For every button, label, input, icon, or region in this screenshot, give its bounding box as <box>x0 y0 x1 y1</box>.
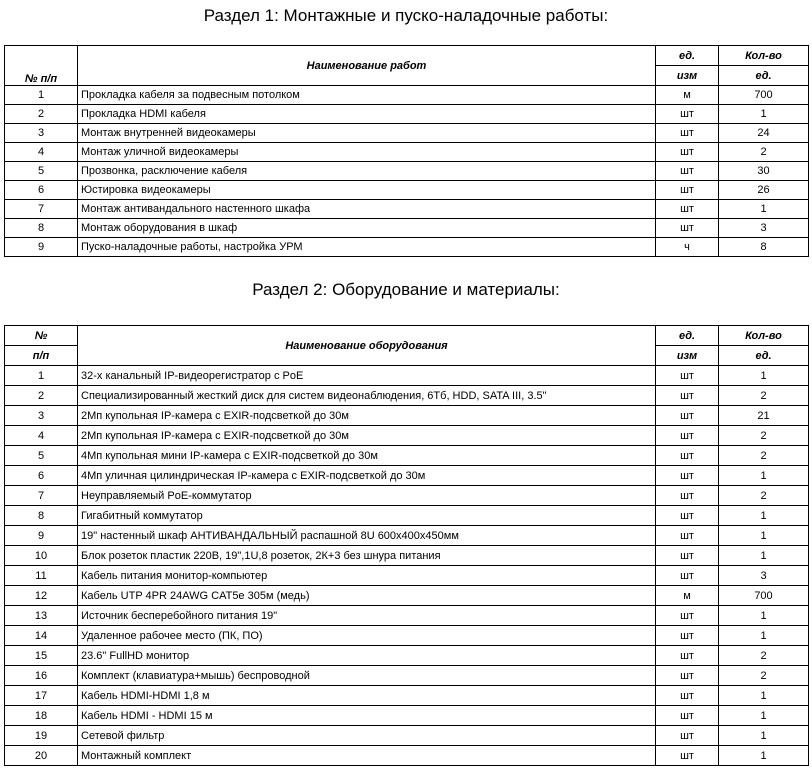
row-unit-cell[interactable]: шт <box>656 181 719 200</box>
row-unit-cell[interactable]: шт <box>656 666 719 686</box>
row-unit-cell[interactable]: шт <box>656 386 719 406</box>
row-qty-cell[interactable]: 1 <box>719 626 809 646</box>
works-table-row <box>5 162 809 181</box>
equipment-table-row <box>5 626 809 646</box>
row-unit-cell[interactable]: шт <box>656 706 719 726</box>
row-name-cell[interactable]: 4Мп купольная мини IP-камера с EXIR-подсветкой до 30м <box>78 446 656 466</box>
equipment-table-row <box>5 686 809 706</box>
works-table-row <box>5 200 809 219</box>
works-table-body <box>5 86 809 257</box>
row-unit-cell[interactable]: шт <box>656 105 719 124</box>
row-number-cell[interactable]: 12 <box>5 586 78 606</box>
equipment-header-unit-top[interactable]: ед. <box>656 326 719 346</box>
row-unit-cell[interactable]: шт <box>656 366 719 386</box>
row-number-cell[interactable]: 14 <box>5 626 78 646</box>
row-qty-cell[interactable]: 1 <box>719 506 809 526</box>
row-qty-cell[interactable]: 2 <box>719 446 809 466</box>
row-qty-cell[interactable]: 1 <box>719 105 809 124</box>
equipment-table-row <box>5 386 809 406</box>
works-table-row <box>5 238 809 257</box>
row-name-cell[interactable]: Сетевой фильтр <box>78 726 656 746</box>
row-unit-cell[interactable]: шт <box>656 162 719 181</box>
equipment-table-body <box>5 366 809 766</box>
equipment-table-row <box>5 366 809 386</box>
row-unit-cell[interactable]: шт <box>656 606 719 626</box>
row-unit-cell[interactable]: шт <box>656 124 719 143</box>
row-number-cell[interactable]: 2 <box>5 386 78 406</box>
row-name-cell[interactable]: Прозвонка, расключение кабеля <box>78 162 656 181</box>
row-name-cell[interactable]: 2Мп купольная IP-камера с EXIR-подсветкой до 30м <box>78 426 656 446</box>
row-name-cell[interactable]: Прокладка кабеля за подвесным потолком <box>78 86 656 105</box>
row-qty-cell[interactable]: 30 <box>719 162 809 181</box>
row-number-cell[interactable]: 6 <box>5 181 78 200</box>
row-qty-cell[interactable]: 3 <box>719 219 809 238</box>
equipment-table-row <box>5 606 809 626</box>
row-unit-cell[interactable]: шт <box>656 219 719 238</box>
row-qty-cell[interactable]: 1 <box>719 606 809 626</box>
equipment-table-row <box>5 406 809 426</box>
works-table-row <box>5 105 809 124</box>
row-qty-cell[interactable]: 2 <box>719 486 809 506</box>
works-table-row <box>5 86 809 105</box>
equipment-header-num-bottom[interactable]: п/п <box>5 346 78 366</box>
row-number-cell[interactable]: 20 <box>5 746 78 766</box>
row-name-cell[interactable]: Монтаж антивандального настенного шкафа <box>78 200 656 219</box>
row-qty-cell[interactable]: 21 <box>719 406 809 426</box>
row-number-cell[interactable]: 16 <box>5 666 78 686</box>
row-unit-cell[interactable]: шт <box>656 506 719 526</box>
section2-title: Раздел 2: Оборудование и материалы: <box>252 280 560 299</box>
works-table-header-row <box>5 46 809 66</box>
row-number-cell[interactable]: 3 <box>5 124 78 143</box>
works-header-unit-bottom[interactable]: изм <box>656 66 719 86</box>
row-qty-cell[interactable]: 3 <box>719 566 809 586</box>
row-unit-cell[interactable]: м <box>656 86 719 105</box>
row-qty-cell[interactable]: 700 <box>719 586 809 606</box>
works-table-row <box>5 124 809 143</box>
equipment-header-qty-top[interactable]: Кол-во <box>719 326 809 346</box>
row-unit-cell[interactable]: шт <box>656 526 719 546</box>
row-number-cell[interactable]: 9 <box>5 238 78 257</box>
row-qty-cell[interactable]: 26 <box>719 181 809 200</box>
equipment-table-row <box>5 646 809 666</box>
equipment-table-row <box>5 486 809 506</box>
equipment-table-row <box>5 746 809 766</box>
row-qty-cell[interactable]: 1 <box>719 466 809 486</box>
row-qty-cell[interactable]: 1 <box>719 706 809 726</box>
row-unit-cell[interactable]: шт <box>656 406 719 426</box>
row-qty-cell[interactable]: 8 <box>719 238 809 257</box>
row-number-cell[interactable]: 4 <box>5 143 78 162</box>
works-table <box>4 45 809 257</box>
row-unit-cell[interactable]: ч <box>656 238 719 257</box>
row-number-cell[interactable]: 15 <box>5 646 78 666</box>
row-qty-cell[interactable]: 1 <box>719 746 809 766</box>
works-header-num[interactable]: № п/п <box>5 46 78 86</box>
row-name-cell[interactable]: Источник бесперебойного питания 19" <box>78 606 656 626</box>
row-unit-cell[interactable]: шт <box>656 426 719 446</box>
works-header-qty-top[interactable]: Кол-во <box>719 46 809 66</box>
works-header-name[interactable]: Наименование работ <box>78 46 656 86</box>
row-number-cell[interactable]: 10 <box>5 546 78 566</box>
equipment-table-row <box>5 726 809 746</box>
row-unit-cell[interactable]: шт <box>656 466 719 486</box>
row-number-cell[interactable]: 2 <box>5 105 78 124</box>
row-number-cell[interactable]: 1 <box>5 366 78 386</box>
row-number-cell[interactable]: 9 <box>5 526 78 546</box>
row-name-cell[interactable]: 2Мп купольная IP-камера с EXIR-подсветкой до 30м <box>78 406 656 426</box>
row-qty-cell[interactable]: 2 <box>719 426 809 446</box>
row-qty-cell[interactable]: 2 <box>719 143 809 162</box>
row-name-cell[interactable]: Монтажный комплект <box>78 746 656 766</box>
row-qty-cell[interactable]: 1 <box>719 366 809 386</box>
row-name-cell[interactable]: 4Мп уличная цилиндрическая IP-камера с EXIR-подсветкой до 30м <box>78 466 656 486</box>
row-number-cell[interactable]: 8 <box>5 219 78 238</box>
row-name-cell[interactable]: Кабель питания монитор-компьютер <box>78 566 656 586</box>
equipment-table-row <box>5 466 809 486</box>
row-name-cell[interactable]: Специализированный жесткий диск для систем видеонаблюдения, 6Тб, HDD, SATA III, 3.5" <box>78 386 656 406</box>
row-name-cell[interactable]: Удаленное рабочее место (ПК, ПО) <box>78 626 656 646</box>
row-number-cell[interactable]: 11 <box>5 566 78 586</box>
row-unit-cell[interactable]: м <box>656 586 719 606</box>
equipment-table <box>4 325 809 766</box>
row-qty-cell[interactable]: 1 <box>719 200 809 219</box>
row-name-cell[interactable]: Монтаж уличной видеокамеры <box>78 143 656 162</box>
section1-title: Раздел 1: Монтажные и пуско-наладочные работы: <box>203 6 609 25</box>
row-number-cell[interactable]: 18 <box>5 706 78 726</box>
equipment-table-row <box>5 506 809 526</box>
works-header-qty-bottom[interactable]: ед. <box>719 66 809 86</box>
row-name-cell[interactable]: Неуправляемый PoE-коммутатор <box>78 486 656 506</box>
row-unit-cell[interactable]: шт <box>656 686 719 706</box>
row-number-cell[interactable]: 7 <box>5 486 78 506</box>
equipment-table-row <box>5 586 809 606</box>
equipment-table-header-row <box>5 326 809 346</box>
row-name-cell[interactable]: Пуско-наладочные работы, настройка УРМ <box>78 238 656 257</box>
equipment-table-row <box>5 426 809 446</box>
works-table-row <box>5 219 809 238</box>
row-number-cell[interactable]: 6 <box>5 466 78 486</box>
row-number-cell[interactable]: 1 <box>5 86 78 105</box>
row-name-cell[interactable]: 32-х канальный IP-видеорегистратор с PoE <box>78 366 656 386</box>
row-number-cell[interactable]: 8 <box>5 506 78 526</box>
row-number-cell[interactable]: 7 <box>5 200 78 219</box>
row-number-cell[interactable]: 5 <box>5 162 78 181</box>
row-name-cell[interactable]: Кабель HDMI - HDMI 15 м <box>78 706 656 726</box>
equipment-table-row <box>5 526 809 546</box>
row-unit-cell[interactable]: шт <box>656 200 719 219</box>
row-number-cell[interactable]: 19 <box>5 726 78 746</box>
row-number-cell[interactable]: 17 <box>5 686 78 706</box>
row-number-cell[interactable]: 3 <box>5 406 78 426</box>
row-name-cell[interactable]: Комплект (клавиатура+мышь) беспроводной <box>78 666 656 686</box>
row-qty-cell[interactable]: 1 <box>719 526 809 546</box>
row-unit-cell[interactable]: шт <box>656 143 719 162</box>
row-number-cell[interactable]: 13 <box>5 606 78 626</box>
row-unit-cell[interactable]: шт <box>656 726 719 746</box>
equipment-header-name[interactable]: Наименование оборудования <box>78 326 656 366</box>
row-name-cell[interactable]: Прокладка HDMI кабеля <box>78 105 656 124</box>
row-unit-cell[interactable]: шт <box>656 486 719 506</box>
row-qty-cell[interactable]: 2 <box>719 666 809 686</box>
row-name-cell[interactable]: Кабель HDMI-HDMI 1,8 м <box>78 686 656 706</box>
row-number-cell[interactable]: 5 <box>5 446 78 466</box>
row-name-cell[interactable]: Блок розеток пластик 220В, 19",1U,8 розеток, 2К+3 без шнура питания <box>78 546 656 566</box>
equipment-table-row <box>5 566 809 586</box>
row-unit-cell[interactable]: шт <box>656 546 719 566</box>
row-unit-cell[interactable]: шт <box>656 746 719 766</box>
row-unit-cell[interactable]: шт <box>656 626 719 646</box>
equipment-header-num-top[interactable]: № <box>5 326 78 346</box>
row-name-cell[interactable]: Монтаж внутренней видеокамеры <box>78 124 656 143</box>
row-qty-cell[interactable]: 1 <box>719 686 809 706</box>
equipment-table-row <box>5 666 809 686</box>
row-unit-cell[interactable]: шт <box>656 446 719 466</box>
equipment-table-row <box>5 446 809 466</box>
row-qty-cell[interactable]: 1 <box>719 726 809 746</box>
row-qty-cell[interactable]: 24 <box>719 124 809 143</box>
row-qty-cell[interactable]: 700 <box>719 86 809 105</box>
row-name-cell[interactable]: Кабель UTP 4PR 24AWG CAT5e 305м (медь) <box>78 586 656 606</box>
row-name-cell[interactable]: 19" настенный шкаф АНТИВАНДАЛЬНЫЙ распашной 8U 600х400х450мм <box>78 526 656 546</box>
row-unit-cell[interactable]: шт <box>656 646 719 666</box>
row-name-cell[interactable]: Гигабитный коммутатор <box>78 506 656 526</box>
works-header-unit-top[interactable]: ед. <box>656 46 719 66</box>
row-qty-cell[interactable]: 1 <box>719 546 809 566</box>
works-table-row <box>5 143 809 162</box>
row-number-cell[interactable]: 4 <box>5 426 78 446</box>
row-name-cell[interactable]: Юстировка видеокамеры <box>78 181 656 200</box>
equipment-table-row <box>5 706 809 726</box>
works-table-row <box>5 181 809 200</box>
row-qty-cell[interactable]: 2 <box>719 386 809 406</box>
row-name-cell[interactable]: 23.6" FullHD монитор <box>78 646 656 666</box>
equipment-table-row <box>5 546 809 566</box>
equipment-header-unit-bottom[interactable]: изм <box>656 346 719 366</box>
row-name-cell[interactable]: Монтаж оборудования в шкаф <box>78 219 656 238</box>
equipment-header-qty-bottom[interactable]: ед. <box>719 346 809 366</box>
row-unit-cell[interactable]: шт <box>656 566 719 586</box>
row-qty-cell[interactable]: 2 <box>719 646 809 666</box>
